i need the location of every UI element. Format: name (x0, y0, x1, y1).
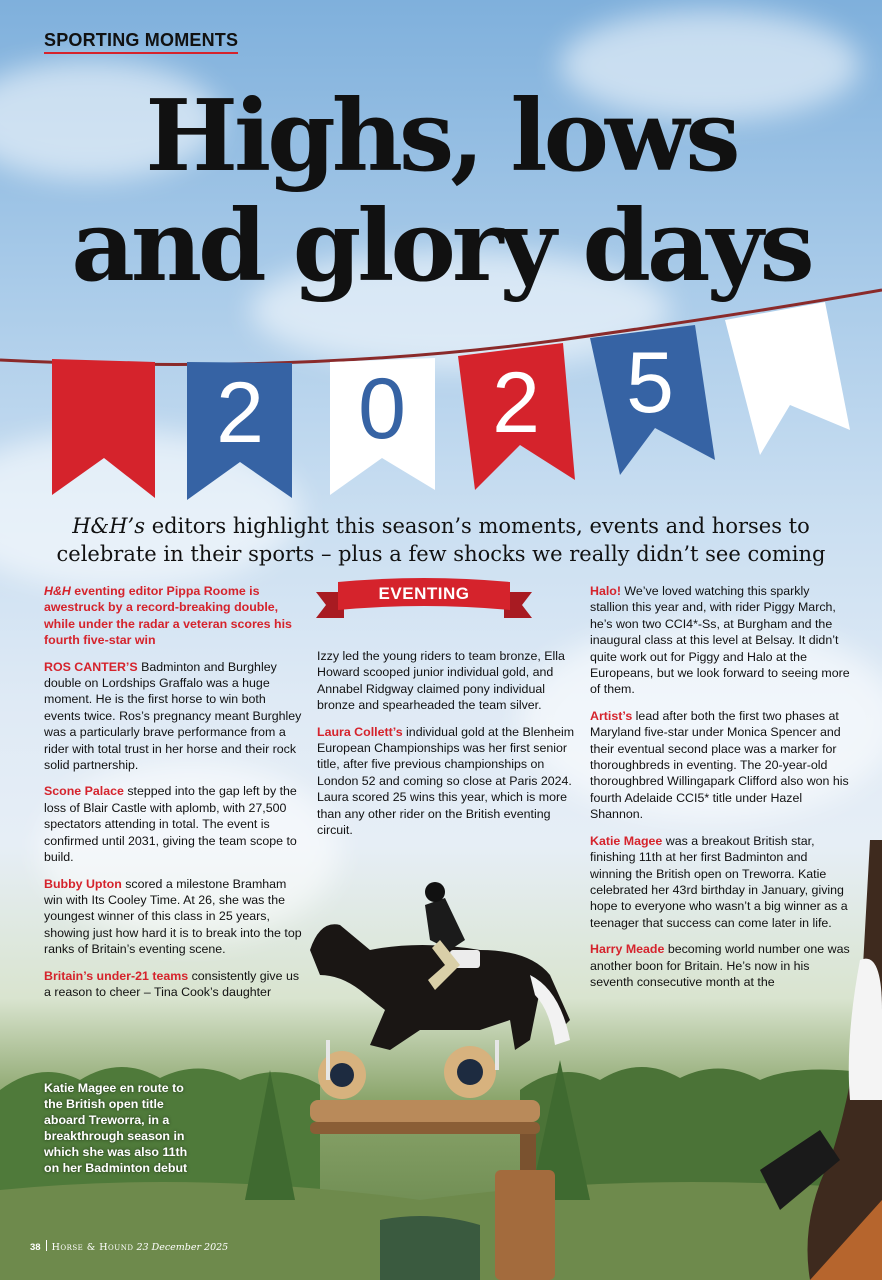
issue-date: 23 December 2025 (136, 1242, 229, 1253)
paragraph-lead: Harry Meade (590, 942, 665, 957)
page-folio (30, 1240, 228, 1253)
paragraph-text: lead after both the first two phases at Maryland five-star under Monica Spencer and their eventual second place was a marker for thoroughbreds in eventing. The 20-year-old thoroughbred Willingapark Clifford also won his fourth Adelaide CCI5* title under Hazel Shannon. (590, 708, 849, 822)
paragraph-text: stepped into the gap left by the loss of Blair Castle with aplomb, with 27,500 spectators attending in total. The event is confirmed until 2031, giving the team scope to build. (44, 784, 297, 865)
paragraph-lead: ROS CANTER’S (44, 659, 138, 674)
paragraph (590, 583, 850, 698)
standfirst (40, 512, 842, 568)
paragraph (590, 941, 850, 990)
intro-text: eventing editor Pippa Roome is awestruck by a record-breaking double, while under the radar a veteran scores his fourth five-star win (44, 584, 292, 648)
publication-name: Horse & Hound (51, 1242, 134, 1253)
paragraph-lead: Bubby Upton (44, 876, 122, 891)
pennant-white (725, 302, 850, 455)
column-2 (317, 648, 575, 848)
photo-caption: Katie Magee en route to the British open title aboard Treworra, in a breakthrough season in which she was also 11th on her Badminton debut (44, 1081, 188, 1175)
paragraph-lead: Laura Collett’s (317, 724, 403, 739)
paragraph-text: was a breakout British star, finishing 11th at her first Badminton and winning the British open on Treworra. Katie celebrated her 43rd birthday in January, giving hope to everyone who wasn’t a big winner as a teenager that success can come later in life. (590, 833, 848, 930)
paragraph-text: individual gold at the Blenheim European Championships was her first senior title, after five previous championships on London 52 and coming so close at Paris 2024. Laura scored 25 wins this year, which is more than any other rider on the British eventing circuit. (317, 724, 575, 838)
paragraph-lead: Scone Palace (44, 784, 124, 799)
paragraph (590, 708, 850, 823)
paragraph (590, 833, 850, 931)
paragraph-text: consistently give us a reason to cheer – Tina Cook’s daughter (44, 968, 300, 999)
paragraph-lead: Artist’s (590, 708, 633, 723)
bunting-digit: 5 (626, 335, 674, 431)
headline-line-1: Highs, lows (145, 79, 737, 194)
column-1 (44, 583, 302, 1010)
paragraph-text: We’ve loved watching this sparkly stallion this year and, with rider Piggy March, he’s won two CCI4*-Ss, at Burgham and the inaugural class at this level at Belsay. It didn’t quite work out for Piggy and Halo at the Europeans, but we look forward to seeing more of them. (590, 584, 850, 697)
paragraph-lead: Halo! (590, 584, 621, 598)
paragraph (44, 783, 302, 865)
paragraph-text: scored a milestone Bramham win with Its Cooley Time. At 26, she was the youngest winner of this class in 25 years, showing just how hard it is to break into the top ranks of Britain’s eventing scene. (44, 876, 302, 957)
bunting-digit: 2 (216, 365, 264, 461)
paragraph-lead: Katie Magee (590, 833, 663, 848)
paragraph: Izzy led the young riders to team bronze, Ella Howard scooped junior individual gold, and Annabel Ridgway claimed pony individual bronze and spearheaded the team silver. (317, 649, 565, 713)
eventing-banner-label: EVENTING (378, 584, 470, 603)
intro-mag: H&H (44, 584, 71, 598)
headline-line-2: and glory days (71, 189, 811, 304)
page-number: 38 (30, 1242, 41, 1253)
pennant-red (52, 359, 155, 498)
paragraph-lead: Britain’s under-21 teams (44, 968, 189, 983)
bunting-digit: 0 (358, 361, 406, 457)
column-3 (590, 583, 850, 1000)
intro-paragraph (44, 583, 302, 649)
horse-and-rider-photo (300, 880, 600, 1140)
standfirst-mag: H&H’s (72, 514, 146, 538)
paragraph (317, 724, 575, 839)
folio-divider (46, 1240, 47, 1251)
standfirst-line-1: editors highlight this season’s moments, events and horses to (145, 514, 810, 538)
paragraph (44, 876, 302, 958)
bunting-digit: 2 (492, 355, 540, 451)
paragraph-text: Badminton and Burghley double on Lordships Graffalo was a huge moment. He is the first horse to win both events twice. Ros’s pregnancy meant Burghley was a particularly brave performance from a rider with total trust in her horse and their rock solid partnership. (44, 659, 302, 773)
paragraph (44, 968, 302, 1001)
standfirst-line-2: celebrate in their sports – plus a few shocks we really didn’t see coming (56, 542, 826, 566)
bunting-2025 (0, 280, 882, 510)
section-label: SPORTING MOMENTS (44, 30, 238, 54)
paragraph-text: becoming world number one was another boon for Britain. He’s now in his seventh consecutive month at the (590, 942, 850, 989)
paragraph (44, 659, 302, 774)
